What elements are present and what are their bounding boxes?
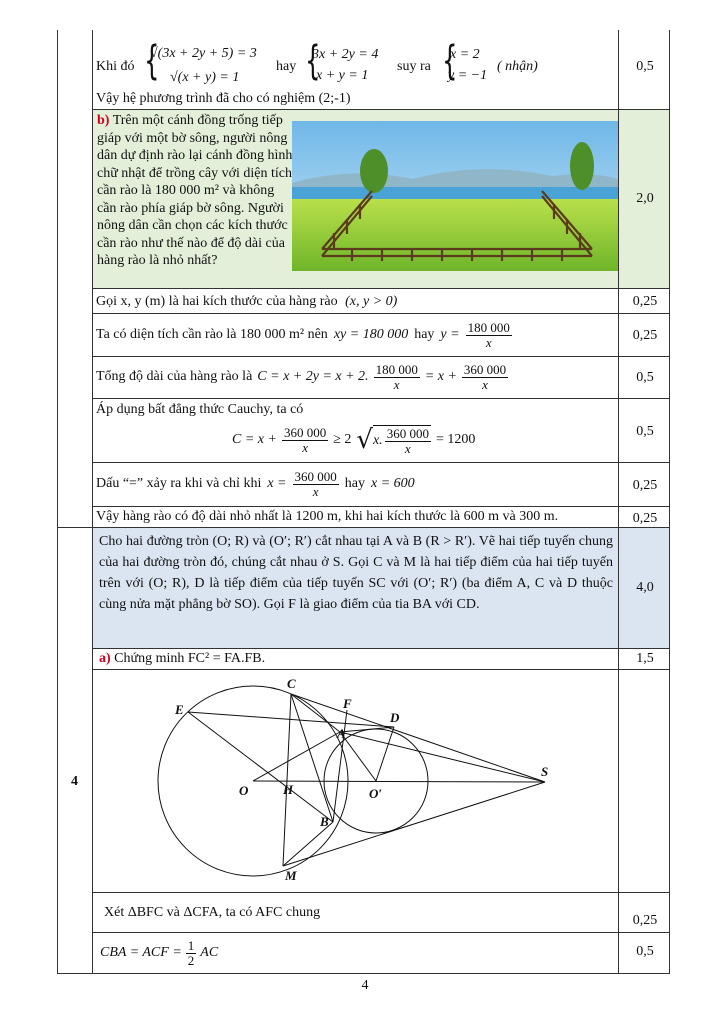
point-o2: O′ xyxy=(369,786,383,801)
sqrt-sign: √ xyxy=(356,425,373,455)
step4-rfraction xyxy=(385,427,431,455)
step1-text1: Gọi x, y (m) là hai kích thước của hàng rào xyxy=(96,294,338,309)
step5-num: 360 000 xyxy=(294,468,337,484)
step4-text1: Áp dụng bất đẳng thức Cauchy, ta có xyxy=(96,402,304,417)
step5-lhs: x = xyxy=(267,475,287,491)
step1-text xyxy=(96,294,397,311)
step4-score: 0,5 xyxy=(636,424,654,439)
step4-rad-in: x. xyxy=(372,432,383,448)
point-h: H xyxy=(283,782,294,797)
q4-parta-score: 1,5 xyxy=(636,651,654,666)
point-d: D xyxy=(390,710,400,725)
step4-formula xyxy=(232,420,475,460)
step5-rhs: x = 600 xyxy=(370,475,415,491)
q4-step2-score: 0,5 xyxy=(636,944,654,959)
step4-ge: ≥ 2 xyxy=(333,431,352,447)
tree-right xyxy=(570,142,594,190)
q4-step2-rhs: AC xyxy=(200,944,219,960)
row1-sys1-eq1: √(3x + 2y + 5) = 3 xyxy=(150,46,257,61)
q4-step2-num: 1 xyxy=(187,937,195,953)
point-o: O xyxy=(239,783,249,798)
q4-problem: Cho hai đường tròn (O; R) và (O′; R′) cắt nhau tại A và B (R > R′). Vẽ hai tiếp tuyến chung của hai đường tròn đó, chúng cắt nhau ở S. Gọi C và M là hai tiếp điểm của hai tiếp tuyến trên với (O; R), D là tiếp điểm của tiếp tuyến SC với (O′; R′) (ba điểm A, C và D thuộc cùng nửa mặt phẳng bờ SO). Gọi F là giao điểm của tia BA với CD. xyxy=(99,534,613,612)
row1-or: hay xyxy=(276,59,297,74)
q4-parta-text: Chứng minh FC² = FA.FB. xyxy=(114,651,266,666)
step5-score: 0,25 xyxy=(632,478,658,493)
step5-text xyxy=(96,464,415,504)
q4-step1-text: Xét ΔBFC và ΔCFA, ta có AFC chung xyxy=(104,905,321,920)
q4-step2-lhs: CBA = ACF = xyxy=(100,944,182,960)
step3-fraction-2 xyxy=(462,363,508,391)
step2-text xyxy=(96,316,512,354)
row1-conclusion: Vậy hệ phương trình đã cho có nghiệm (2;-1) xyxy=(96,91,351,106)
point-s: S xyxy=(541,764,549,779)
row1-intro: Khi đó xyxy=(96,59,135,74)
step5-text1: Dấu “=” xảy ra khi và chỉ khi xyxy=(96,475,262,491)
hline xyxy=(92,462,670,463)
line-o2d xyxy=(376,727,394,781)
hline xyxy=(92,288,670,289)
step4-rden: x xyxy=(404,440,411,456)
hline xyxy=(92,506,670,507)
step3-num1: 180 000 xyxy=(375,361,418,377)
q4-parta-label: a) xyxy=(99,651,111,666)
border-right xyxy=(669,30,670,974)
hline xyxy=(92,892,670,893)
row1-brace-2: { xyxy=(305,38,321,84)
point-c: C xyxy=(287,676,296,691)
step3-text xyxy=(96,358,508,396)
border-left xyxy=(57,30,58,974)
point-m: M xyxy=(285,868,297,883)
step2-num: 180 000 xyxy=(467,319,510,335)
step4-rnum: 360 000 xyxy=(386,425,429,441)
step4-sqrt xyxy=(356,425,431,455)
line-ca xyxy=(291,694,340,732)
step3-num2: 360 000 xyxy=(463,361,507,377)
step3-score: 0,5 xyxy=(636,370,654,385)
step1-score: 0,25 xyxy=(632,294,658,309)
hline xyxy=(57,527,670,528)
fence-illustration xyxy=(292,121,618,271)
partb-score: 2,0 xyxy=(636,191,654,206)
q4-step2 xyxy=(100,934,218,972)
step2-score: 0,25 xyxy=(632,328,658,343)
hline xyxy=(92,109,670,110)
step4-rhs: = 1200 xyxy=(435,431,476,447)
border-col2 xyxy=(618,30,619,974)
step4-lhs: C = x + xyxy=(232,431,277,447)
step3-den1: x xyxy=(393,376,400,392)
hline xyxy=(92,398,670,399)
row1-brace-3: { xyxy=(442,38,458,84)
q4-score: 4,0 xyxy=(636,580,654,595)
hline xyxy=(92,932,670,933)
step6-score: 0,25 xyxy=(632,511,658,526)
line-ao xyxy=(253,732,340,781)
q4-step2-fraction xyxy=(186,939,197,967)
hline xyxy=(92,313,670,314)
step4-num: 360 000 xyxy=(283,424,327,440)
row1-sys1-eq2: √(x + y) = 1 xyxy=(170,70,240,85)
row1-score: 0,5 xyxy=(636,59,654,74)
point-f: F xyxy=(343,696,352,711)
step3-fraction-1 xyxy=(374,363,420,391)
hline xyxy=(92,648,670,649)
step3-text1: Tổng độ dài của hàng rào là xyxy=(96,368,253,384)
step6-text: Vậy hàng rào có độ dài nhỏ nhất là 1200 m, khi hai kích thước là 600 m và 300 m. xyxy=(96,509,559,524)
line-cb xyxy=(291,694,333,822)
river xyxy=(292,187,618,201)
page-number: 4 xyxy=(361,978,369,993)
step3-den2: x xyxy=(482,376,488,392)
partb-label: b) xyxy=(97,113,110,128)
line-os xyxy=(253,781,545,782)
step1-text2: (x, y > 0) xyxy=(345,294,398,309)
step2-lhs: y = xyxy=(440,326,460,342)
line-eb xyxy=(188,712,333,822)
row1-so: suy ra xyxy=(397,59,431,74)
step5-text2: hay xyxy=(344,475,365,491)
point-e: E xyxy=(175,702,184,717)
q4-number: 4 xyxy=(71,774,78,789)
row1-sys3-eq2: y = −1 xyxy=(448,68,488,83)
step2-den: x xyxy=(485,334,492,350)
partb-problem-text: Trên một cánh đồng trống tiếp giáp với một bờ sông, người nông dân dự định rào lại cánh đồng hình chữ nhật để trồng cây với diện tích cần rào là 180 000 m² và không cần rào phía giáp bờ sông. Người nông dân cần chọn các kích thước cần rào như thế nào để độ dài của hàng rào là nhỏ nhất? xyxy=(97,113,293,268)
sqrt-content xyxy=(373,425,431,455)
row1-brace-1: { xyxy=(144,38,160,84)
row1-accept: ( nhận) xyxy=(497,59,538,74)
step5-den: x xyxy=(312,483,319,499)
step2-fraction xyxy=(466,321,512,349)
step4-fraction xyxy=(282,426,328,454)
step4-den: x xyxy=(302,439,308,455)
step2-text1: Ta có diện tích cần rào là 180 000 m² nên xyxy=(96,326,328,342)
tree-left xyxy=(360,149,388,193)
row1-sys2-eq1: 3x + 2y = 4 xyxy=(312,47,379,62)
q4-step2-den: 2 xyxy=(187,952,195,968)
step5-fraction xyxy=(293,470,339,498)
row1-sys2-eq2: x + y = 1 xyxy=(316,68,369,83)
geometry-figure xyxy=(93,670,618,892)
step2-text2: xy = 180 000 xyxy=(333,326,409,342)
q4-parta xyxy=(99,651,265,668)
step2-text3: hay xyxy=(414,326,435,342)
partb-problem xyxy=(97,112,297,270)
point-a: A xyxy=(337,726,346,741)
hline xyxy=(57,973,670,974)
hline xyxy=(92,356,670,357)
step3-lhs: C = x + 2y = x + 2. xyxy=(257,368,369,384)
row1-sys3-eq1: x = 2 xyxy=(450,47,480,62)
point-b: B xyxy=(320,814,329,829)
q4-step1-score: 0,25 xyxy=(632,913,658,928)
step3-mid: = x + xyxy=(424,368,457,384)
